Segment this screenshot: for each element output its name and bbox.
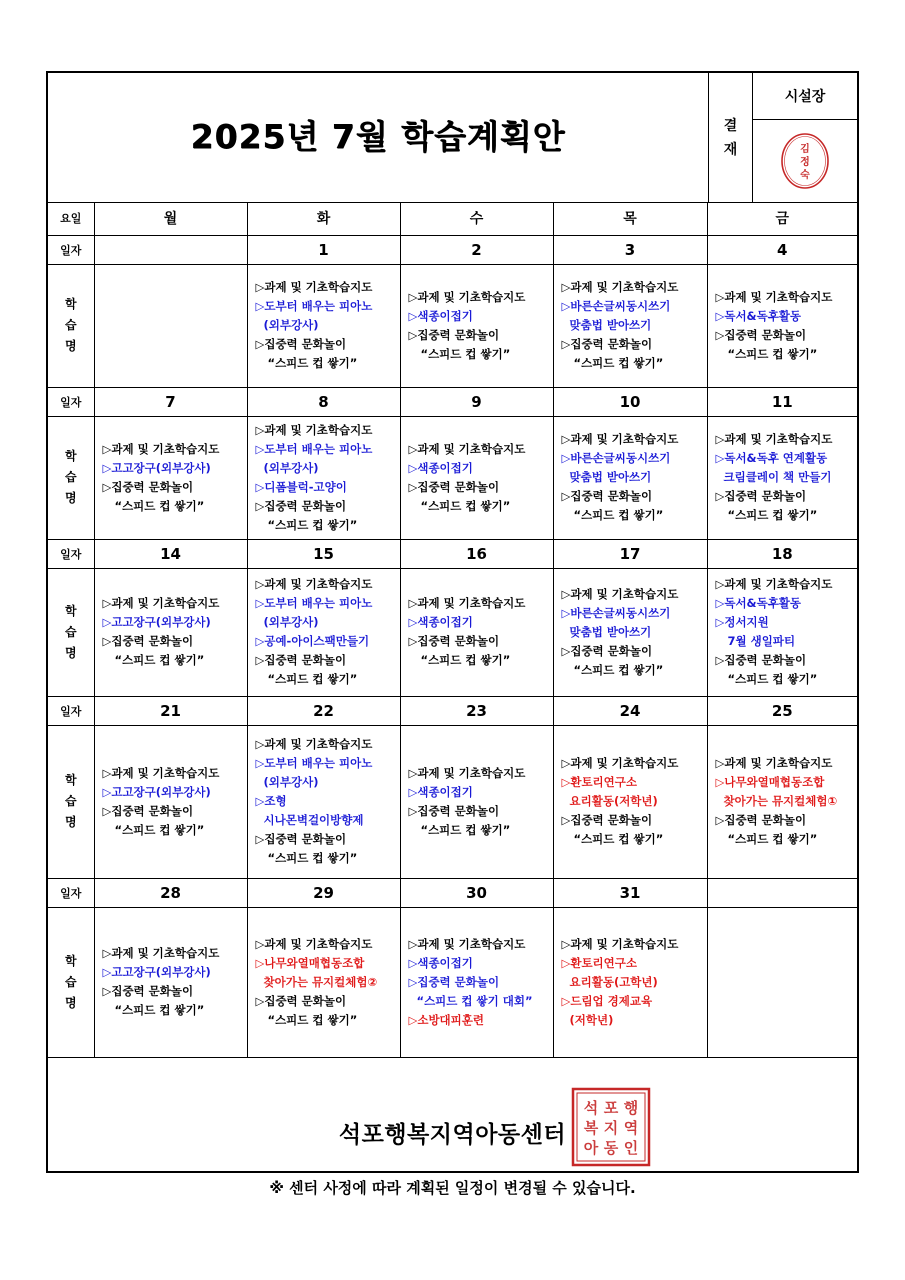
activity-cell-mon [94, 907, 247, 1057]
activity-row-label-char: 학 [64, 773, 77, 787]
svg-text:동: 동 [603, 1139, 619, 1157]
date-cell-tue: 8 [247, 387, 400, 416]
activity-line: ▷고고장구(외부강사) [102, 615, 211, 629]
date-row-label: 일자 [48, 539, 94, 568]
activity-line: ▷집중력 문화놀이 [255, 832, 347, 846]
approval-label-bottom: 재 [723, 141, 738, 158]
date-cell-fri: 4 [707, 235, 857, 264]
activity-line: ▷환토리연구소 [561, 775, 637, 789]
activity-line: ▷도부터 배우는 피아노 [255, 756, 373, 770]
activity-line: “스피드 컵 쌓기” [561, 508, 664, 522]
date-row [48, 387, 857, 416]
activity-line: ▷드림업 경제교육 [561, 993, 653, 1008]
date-cell-thu: 17 [553, 539, 707, 568]
activity-line: “스피드 컵 쌓기” [715, 508, 818, 522]
activity-row-label-char: 학 [64, 449, 77, 463]
activity-line: “스피드 컵 쌓기” [561, 662, 664, 677]
activity-cell-wed [400, 568, 553, 696]
date-cell-fri: 18 [707, 539, 857, 568]
activity-line: ▷독서&독후활동 [715, 596, 802, 610]
activity-cell-fri [707, 907, 857, 1057]
activity-line: “스피드 컵 쌓기” [408, 498, 511, 513]
activity-line: ▷과제 및 기초학습지도 [408, 936, 526, 951]
activity-line: ▷과제 및 기초학습지도 [561, 586, 679, 601]
activity-line: 맞춤법 받아쓰기 [561, 470, 652, 484]
footnote: ※ 센터 사정에 따라 계획된 일정이 변경될 수 있습니다. [269, 1179, 636, 1197]
activity-row-label-char: 학 [64, 297, 77, 311]
activity-line: ▷집중력 문화놀이 [715, 813, 807, 827]
activity-line: ▷나무와열매협동조합 [715, 775, 825, 789]
activity-line: ▷나무와열매협동조합 [255, 955, 365, 970]
activity-line: ▷집중력 문화놀이 [102, 634, 194, 648]
activity-cell-thu [553, 725, 707, 878]
activity-line: “스피드 컵 쌓기” [408, 346, 511, 361]
activity-row-label-char: 명 [64, 491, 77, 505]
svg-text:역: 역 [623, 1119, 639, 1137]
activity-line: ▷과제 및 기초학습지도 [561, 756, 679, 770]
activity-line: ▷집중력 문화놀이 [255, 337, 347, 351]
activity-line: 크림클레이 책 만들기 [715, 470, 832, 484]
activity-line: ▷독서&독후활동 [715, 308, 802, 323]
date-cell-thu: 31 [553, 878, 707, 907]
activity-line: ▷과제 및 기초학습지도 [408, 289, 526, 304]
activity-line: ▷독서&독후 연계활동 [715, 451, 828, 465]
date-cell-fri: 11 [707, 387, 857, 416]
activity-row [48, 416, 857, 539]
signer-title: 시설장 [753, 73, 857, 120]
center-name: 석포행복지역아동센터 [338, 1122, 567, 1148]
document-header [48, 73, 857, 203]
date-cell-wed: 2 [400, 235, 553, 264]
svg-text:행: 행 [623, 1099, 639, 1117]
date-row-label: 일자 [48, 235, 94, 264]
activity-cell-tue [247, 264, 400, 387]
date-cell-thu: 10 [553, 387, 707, 416]
activity-row-label-char: 명 [64, 995, 77, 1010]
activity-line: ▷색종이접기 [408, 615, 473, 629]
page-title: 2025년 7월 학습계획안 [190, 117, 566, 156]
date-cell-mon [94, 235, 247, 264]
director-stamp-icon [753, 120, 857, 202]
activity-cell-thu [553, 264, 707, 387]
activity-line: ▷집중력 문화놀이 [255, 498, 347, 513]
date-cell-tue: 29 [247, 878, 400, 907]
activity-line: ▷집중력 문화놀이 [102, 479, 194, 494]
activity-line: ▷과제 및 기초학습지도 [408, 596, 526, 610]
activity-line: ▷과제 및 기초학습지도 [102, 765, 220, 780]
activity-line: ▷집중력 문화놀이 [255, 993, 347, 1008]
date-cell-tue: 15 [247, 539, 400, 568]
activity-line: ▷고고장구(외부강사) [102, 965, 211, 979]
date-row-label: 일자 [48, 387, 94, 416]
date-cell-wed: 16 [400, 539, 553, 568]
activity-line: (저학년) [561, 1012, 614, 1027]
activity-line: ▷색종이접기 [408, 308, 473, 323]
activity-line: ▷집중력 문화놀이 [561, 337, 653, 351]
activity-line: ▷과제 및 기초학습지도 [102, 946, 220, 960]
activity-line: 시나몬벽걸이방향제 [255, 813, 364, 827]
activity-line: “스피드 컵 쌓기” [408, 822, 511, 837]
activity-row [48, 725, 857, 878]
date-cell-tue: 1 [247, 235, 400, 264]
date-cell-thu: 24 [553, 696, 707, 725]
activity-line: ▷집중력 문화놀이 [408, 327, 500, 342]
date-cell-tue: 22 [247, 696, 400, 725]
activity-line: (외부강사) [255, 775, 319, 789]
date-cell-mon: 7 [94, 387, 247, 416]
date-row [48, 539, 857, 568]
activity-cell-wed [400, 416, 553, 539]
activity-line: ▷색종이접기 [408, 955, 473, 970]
schedule-table [48, 202, 857, 1058]
activity-line: 요리활동(고학년) [561, 974, 658, 989]
activity-row-label [48, 568, 94, 696]
activity-line: ▷색종이접기 [408, 784, 473, 799]
activity-cell-fri [707, 416, 857, 539]
activity-cell-tue [247, 416, 400, 539]
activity-line: ▷소방대피훈련 [408, 1012, 484, 1027]
activity-line: ▷공예-아이스팩만들기 [255, 634, 370, 648]
activity-line: ▷과제 및 기초학습지도 [561, 432, 679, 446]
activity-row-label-char: 명 [64, 815, 77, 829]
date-row-label: 일자 [48, 878, 94, 907]
activity-line: ▷과제 및 기초학습지도 [408, 441, 526, 456]
activity-row-label [48, 264, 94, 387]
activity-line: “스피드 컵 쌓기” [561, 356, 664, 370]
activity-line: ▷집중력 문화놀이 [255, 653, 347, 667]
svg-text:지: 지 [603, 1119, 619, 1137]
date-row [48, 878, 857, 907]
svg-text:숙: 숙 [800, 170, 810, 181]
activity-row-label-char: 학 [64, 603, 77, 618]
activity-cell-fri [707, 568, 857, 696]
weekday-fri: 금 [707, 202, 857, 235]
weekday-corner-label: 요일 [48, 202, 94, 235]
activity-row-label-char: 학 [64, 953, 77, 968]
activity-line: ▷과제 및 기초학습지도 [255, 577, 373, 591]
activity-row-label [48, 907, 94, 1057]
activity-line: ▷과제 및 기초학습지도 [255, 936, 373, 951]
activity-line: ▷집중력 문화놀이 [715, 327, 807, 342]
activity-line: ▷과제 및 기초학습지도 [715, 289, 833, 304]
activity-line: ▷집중력 문화놀이 [561, 643, 653, 658]
activity-line: ▷바른손글씨동시쓰기 [561, 605, 671, 620]
activity-line: ▷과제 및 기초학습지도 [255, 280, 373, 294]
activity-line: ▷집중력 문화놀이 [715, 489, 807, 503]
activity-line: “스피드 컵 쌓기” [408, 653, 511, 667]
approval-label-top: 결 [723, 117, 738, 134]
activity-cell-wed [400, 264, 553, 387]
date-cell-fri: 25 [707, 696, 857, 725]
date-cell-wed: 9 [400, 387, 553, 416]
activity-line: ▷조형 [255, 794, 287, 808]
activity-line: 찾아가는 뮤지컬체험① [715, 794, 838, 808]
center-seal-icon [571, 1087, 651, 1167]
activity-line: ▷과제 및 기초학습지도 [715, 577, 833, 591]
activity-cell-mon [94, 725, 247, 878]
activity-cell-mon [94, 568, 247, 696]
activity-cell-wed [400, 907, 553, 1057]
activity-line: (외부강사) [255, 615, 319, 629]
date-cell-mon: 21 [94, 696, 247, 725]
activity-line: ▷고고장구(외부강사) [102, 784, 211, 799]
activity-line: ▷바른손글씨동시쓰기 [561, 299, 671, 313]
activity-row-label-char: 습 [64, 470, 77, 484]
activity-line: ▷과제 및 기초학습지도 [102, 441, 220, 456]
activity-row-label [48, 416, 94, 539]
date-cell-wed: 30 [400, 878, 553, 907]
activity-row [48, 568, 857, 696]
activity-cell-tue [247, 725, 400, 878]
activity-line: “스피드 컵 쌓기” [561, 832, 664, 846]
activity-line: ▷과제 및 기초학습지도 [255, 422, 373, 437]
svg-text:김: 김 [800, 144, 810, 155]
activity-line: “스피드 컵 쌓기” [102, 822, 205, 837]
activity-row-label-char: 습 [64, 624, 77, 639]
activity-line: “스피드 컵 쌓기” [715, 832, 818, 846]
activity-line: ▷환토리연구소 [561, 955, 637, 970]
activity-line: ▷집중력 문화놀이 [408, 634, 500, 648]
activity-row [48, 907, 857, 1057]
activity-line: ▷색종이접기 [408, 460, 473, 475]
activity-line: ▷과제 및 기초학습지도 [255, 737, 373, 751]
date-cell-thu: 3 [553, 235, 707, 264]
activity-line: “스피드 컵 쌓기” [102, 653, 205, 667]
activity-line: “스피드 컵 쌓기 대회” [408, 993, 533, 1008]
date-cell-mon: 14 [94, 539, 247, 568]
activity-line: ▷집중력 문화놀이 [408, 479, 500, 494]
activity-line: “스피드 컵 쌓기” [102, 1003, 205, 1017]
activity-line: “스피드 컵 쌓기” [255, 517, 358, 532]
activity-line: “스피드 컵 쌓기” [255, 1012, 358, 1027]
activity-row-label-char: 명 [64, 645, 77, 660]
activity-line: ▷집중력 문화놀이 [561, 813, 653, 827]
activity-line: ▷바른손글씨동시쓰기 [561, 451, 671, 465]
activity-cell-wed [400, 725, 553, 878]
activity-line: ▷집중력 문화놀이 [102, 803, 194, 818]
svg-text:복: 복 [583, 1119, 599, 1137]
weekday-header-row [48, 202, 857, 235]
date-cell-fri [707, 878, 857, 907]
svg-text:아: 아 [583, 1139, 599, 1157]
activity-line: 요리활동(저학년) [561, 794, 658, 808]
activity-cell-fri [707, 725, 857, 878]
plan-document [46, 71, 859, 1173]
date-row [48, 235, 857, 264]
activity-line: ▷디폼블럭-고양이 [255, 479, 347, 494]
date-cell-wed: 23 [400, 696, 553, 725]
activity-line: ▷집중력 문화놀이 [715, 653, 807, 667]
activity-line: ▷과제 및 기초학습지도 [715, 432, 833, 446]
activity-row-label-char: 습 [64, 974, 77, 989]
activity-line: 찾아가는 뮤지컬체험② [255, 974, 378, 989]
svg-text:석: 석 [583, 1099, 599, 1117]
svg-text:정: 정 [800, 157, 810, 168]
activity-line: ▷도부터 배우는 피아노 [255, 299, 373, 313]
activity-line: ▷정서지원 [715, 615, 769, 629]
activity-cell-fri [707, 264, 857, 387]
activity-line: ▷도부터 배우는 피아노 [255, 596, 373, 610]
approval-label [708, 73, 753, 202]
activity-cell-tue [247, 907, 400, 1057]
activity-line: ▷집중력 문화놀이 [561, 489, 653, 503]
activity-line: ▷과제 및 기초학습지도 [102, 596, 220, 610]
activity-line: (외부강사) [255, 460, 319, 475]
activity-row-label [48, 725, 94, 878]
signature-box [753, 120, 857, 202]
activity-row-label-char: 습 [64, 318, 77, 332]
activity-line: ▷집중력 문화놀이 [408, 803, 500, 818]
activity-line: (외부강사) [255, 318, 319, 332]
weekday-tue: 화 [247, 202, 400, 235]
activity-line: ▷집중력 문화놀이 [408, 974, 500, 989]
activity-cell-thu [553, 568, 707, 696]
activity-line: “스피드 컵 쌓기” [102, 498, 205, 513]
date-cell-mon: 28 [94, 878, 247, 907]
date-row-label: 일자 [48, 696, 94, 725]
activity-line: ▷과제 및 기초학습지도 [561, 936, 679, 951]
activity-line: “스피드 컵 쌓기” [255, 672, 358, 686]
activity-line: 맞춤법 받아쓰기 [561, 624, 652, 639]
activity-line: 맞춤법 받아쓰기 [561, 318, 652, 332]
activity-cell-mon [94, 416, 247, 539]
activity-line: ▷집중력 문화놀이 [102, 984, 194, 998]
activity-cell-tue [247, 568, 400, 696]
activity-line: ▷과제 및 기초학습지도 [561, 280, 679, 294]
activity-row-label-char: 습 [64, 794, 77, 808]
activity-line: “스피드 컵 쌓기” [255, 356, 358, 370]
activity-line: “스피드 컵 쌓기” [715, 672, 818, 686]
activity-cell-thu [553, 907, 707, 1057]
activity-line: ▷과제 및 기초학습지도 [715, 756, 833, 770]
activity-row-label-char: 명 [64, 339, 77, 353]
activity-line: 7월 생일파티 [715, 634, 796, 648]
activity-line: ▷고고장구(외부강사) [102, 460, 211, 475]
activity-line: “스피드 컵 쌓기” [715, 346, 818, 361]
activity-line: ▷도부터 배우는 피아노 [255, 441, 373, 456]
activity-line: “스피드 컵 쌓기” [255, 851, 358, 865]
activity-cell-mon [94, 264, 247, 387]
activity-row [48, 264, 857, 387]
svg-text:포: 포 [603, 1099, 619, 1117]
activity-line: ▷과제 및 기초학습지도 [408, 765, 526, 780]
document-footer [48, 1080, 857, 1171]
weekday-thu: 목 [553, 202, 707, 235]
weekday-mon: 월 [94, 202, 247, 235]
activity-cell-thu [553, 416, 707, 539]
svg-text:인: 인 [623, 1139, 639, 1157]
weekday-wed: 수 [400, 202, 553, 235]
date-row [48, 696, 857, 725]
